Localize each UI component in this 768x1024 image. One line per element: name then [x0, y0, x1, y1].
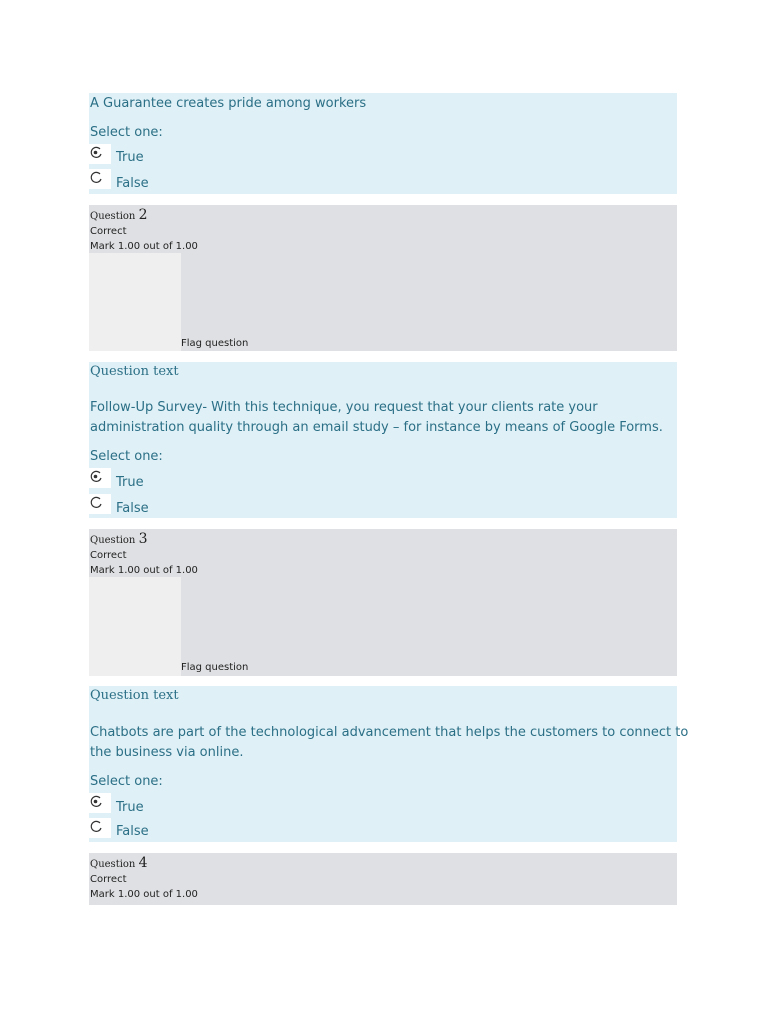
question-number: 2	[138, 207, 148, 223]
radio-unselected-icon	[89, 496, 103, 510]
question-status: Correct	[90, 226, 127, 237]
question-2-content	[89, 362, 677, 518]
question-prompt-line-2: the business via online.	[90, 745, 244, 760]
option-false-label: False	[116, 176, 149, 191]
option-false-label: False	[116, 501, 149, 516]
question-word: Question	[90, 535, 136, 546]
question-4-info	[89, 853, 677, 905]
radio-unselected-icon	[89, 171, 103, 185]
question-number-label	[90, 207, 147, 223]
radio-true[interactable]	[87, 793, 111, 813]
option-true-label: True	[116, 800, 144, 815]
question-number-label	[90, 855, 147, 871]
question-2-info	[89, 205, 677, 351]
radio-false[interactable]	[87, 818, 111, 838]
flag-panel	[89, 577, 181, 676]
question-status: Correct	[90, 874, 127, 885]
question-number: 4	[138, 855, 148, 871]
question-number-label	[90, 531, 147, 547]
question-mark: Mark 1.00 out of 1.00	[90, 889, 198, 900]
option-false-label: False	[116, 824, 149, 839]
radio-true[interactable]	[87, 144, 111, 164]
question-1-content	[89, 93, 677, 194]
select-one-label: Select one:	[90, 449, 163, 464]
question-word: Question	[90, 211, 136, 222]
option-true-label: True	[116, 150, 144, 165]
question-status: Correct	[90, 550, 127, 561]
radio-selected-icon	[89, 795, 103, 809]
option-true-label: True	[116, 475, 144, 490]
question-3-content	[89, 686, 689, 842]
question-prompt-line-2: administration quality through an email study – for instance by means of Google Forms.	[90, 420, 663, 435]
select-one-label: Select one:	[90, 125, 163, 140]
radio-false[interactable]	[87, 169, 111, 189]
select-one-label: Select one:	[90, 774, 163, 789]
question-number: 3	[138, 531, 148, 547]
radio-true[interactable]	[87, 468, 111, 488]
question-text-heading: Question text	[90, 364, 179, 379]
question-text-heading: Question text	[90, 688, 179, 703]
flag-question-link[interactable]: Flag question	[181, 662, 249, 673]
radio-selected-icon	[89, 146, 103, 160]
radio-selected-icon	[89, 470, 103, 484]
flag-question-link[interactable]: Flag question	[181, 338, 249, 349]
question-word: Question	[90, 859, 136, 870]
radio-unselected-icon	[89, 820, 103, 834]
question-prompt-line-1: Chatbots are part of the technological advancement that helps the customers to connect to	[90, 725, 689, 740]
question-prompt-line-1: Follow-Up Survey- With this technique, you request that your clients rate your	[90, 400, 598, 415]
question-prompt: A Guarantee creates pride among workers	[90, 96, 367, 111]
question-mark: Mark 1.00 out of 1.00	[90, 241, 198, 252]
question-3-info	[89, 529, 677, 676]
radio-false[interactable]	[87, 494, 111, 514]
question-mark: Mark 1.00 out of 1.00	[90, 565, 198, 576]
flag-panel	[89, 253, 181, 351]
